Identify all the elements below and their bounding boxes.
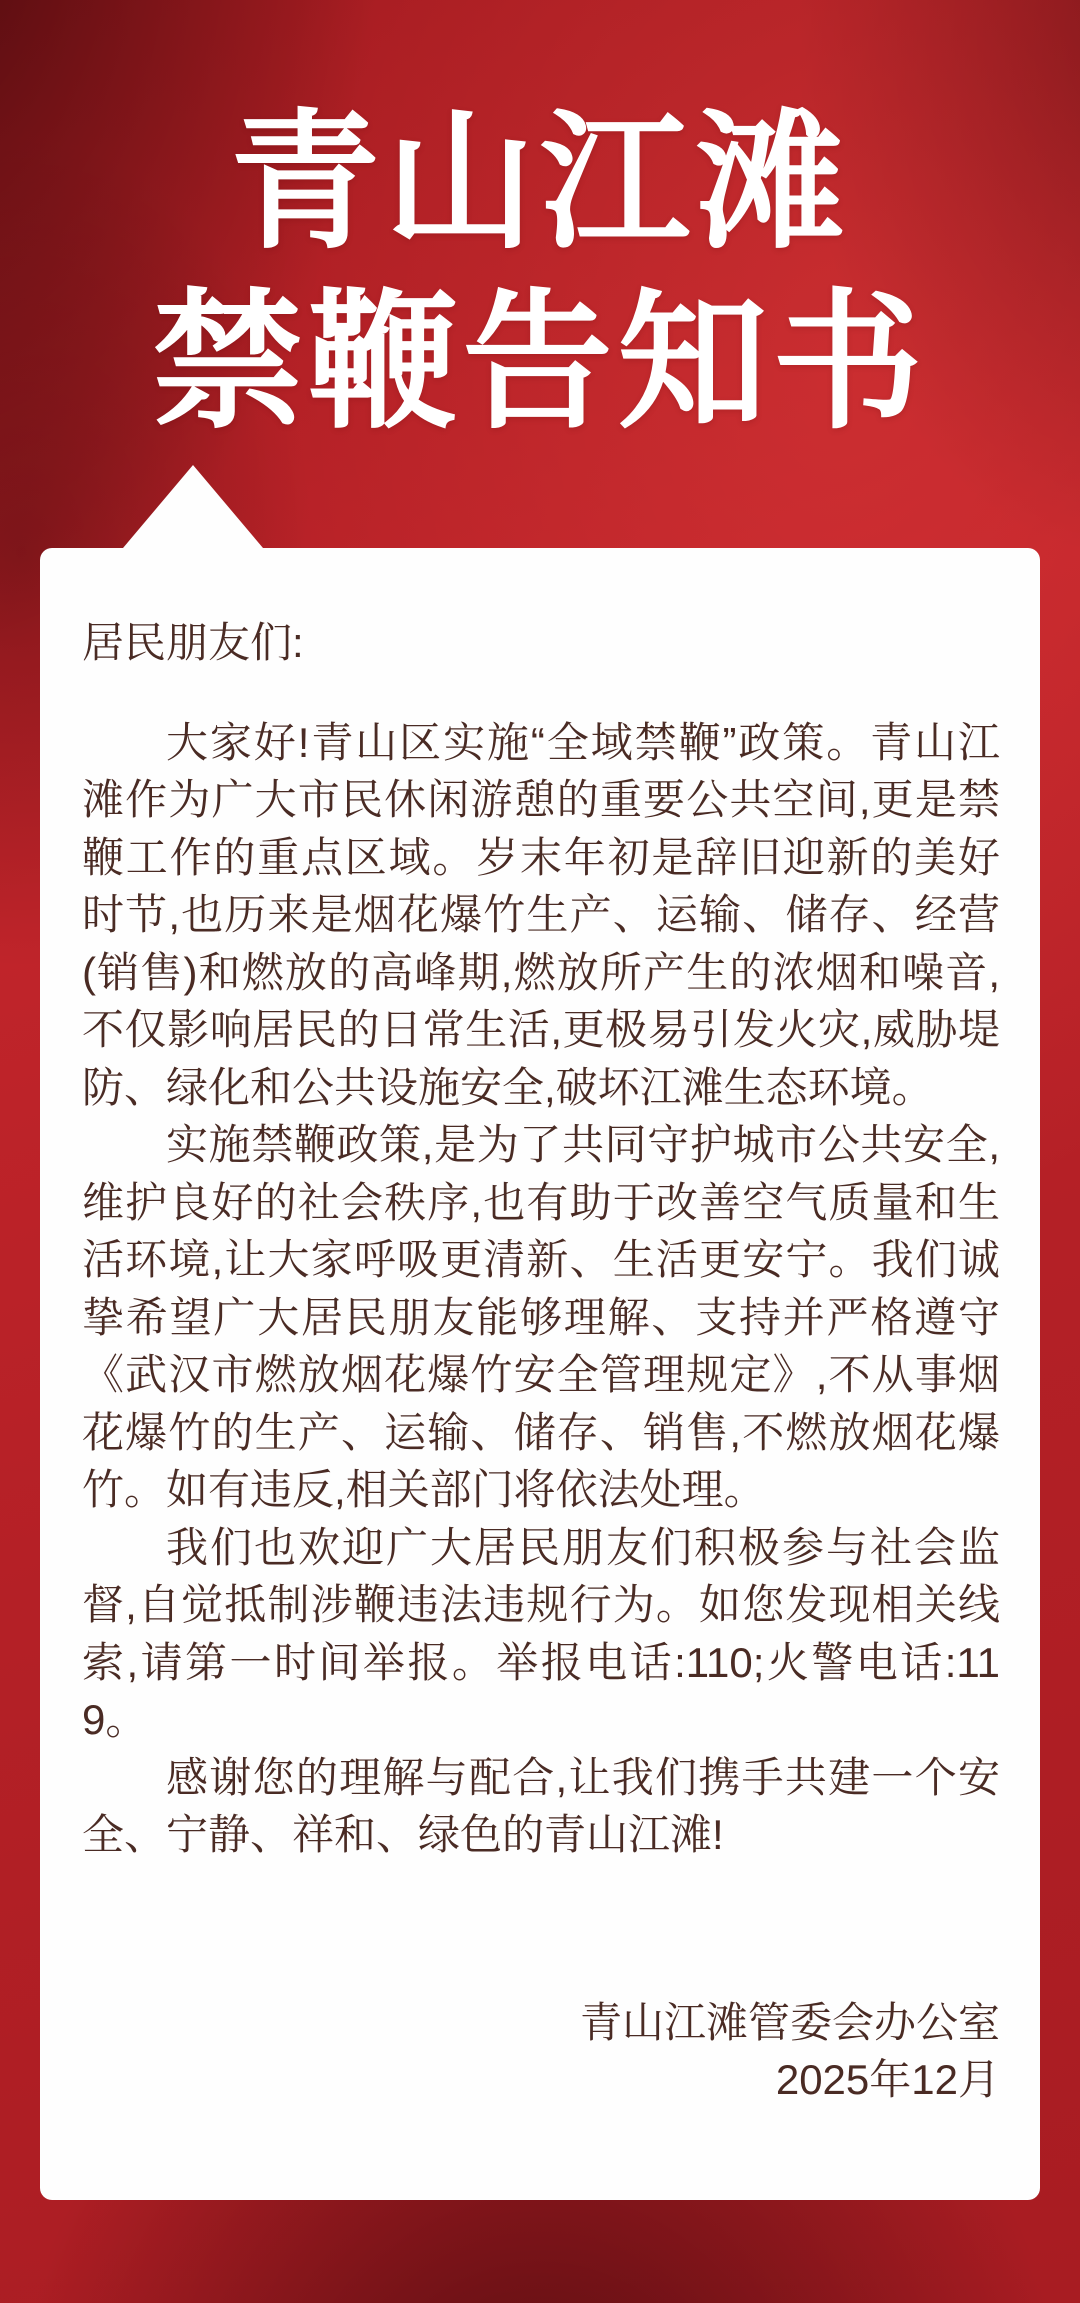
body-paragraph-4: 感谢您的理解与配合,让我们携手共建一个安全、宁静、祥和、绿色的青山江滩!	[82, 1753, 1000, 1858]
poster-title-line2: 禁鞭告知书	[152, 278, 928, 446]
body-paragraph-2: 实施禁鞭政策,是为了共同守护城市公共安全,维护良好的社会秩序,也有助于改善空气质量和生活环境,让大家呼吸更清新、生活更安宁。我们诚挚希望广大居民朋友能够理解、支持并严格遵守《武汉市燃放烟花爆竹安全管理规定》,不从事烟花爆竹的生产、运输、储存、销售,不燃放烟花爆竹。如有违反,相关部门将依法处理。	[82, 1121, 1000, 1513]
greeting-line: 居民朋友们:	[82, 619, 304, 666]
signature-date: 2025年12月	[775, 2056, 1000, 2103]
signature-office: 青山江滩管委会办公室	[579, 1998, 1000, 2046]
notice-card	[40, 548, 1040, 2200]
poster-title-line1: 青山江滩	[229, 98, 850, 266]
body-paragraph-1: 大家好!青山区实施“全域禁鞭”政策。青山江滩作为广大市民休闲游憩的重要公共空间,更是禁鞭工作的重点区域。岁末年初是辞旧迎新的美好时节,也历来是烟花爆竹生产、运输、储存、经营(销售)和燃放的高峰期,燃放所产生的浓烟和噪音,不仅影响居民的日常生活,更极易引发火灾,威胁堤防、绿化和公共设施安全,破坏江滩生态环境。	[82, 718, 1000, 1111]
poster-title	[0, 0, 1080, 452]
signature-block	[82, 1994, 1000, 2109]
body-paragraph-3: 我们也欢迎广大居民朋友们积极参与社会监督,自觉抵制涉鞭违法违规行为。如您发现相关线索,请第一时间举报。举报电话:110;火警电话:119。	[82, 1523, 1000, 1743]
card-notch-triangle	[123, 465, 263, 548]
